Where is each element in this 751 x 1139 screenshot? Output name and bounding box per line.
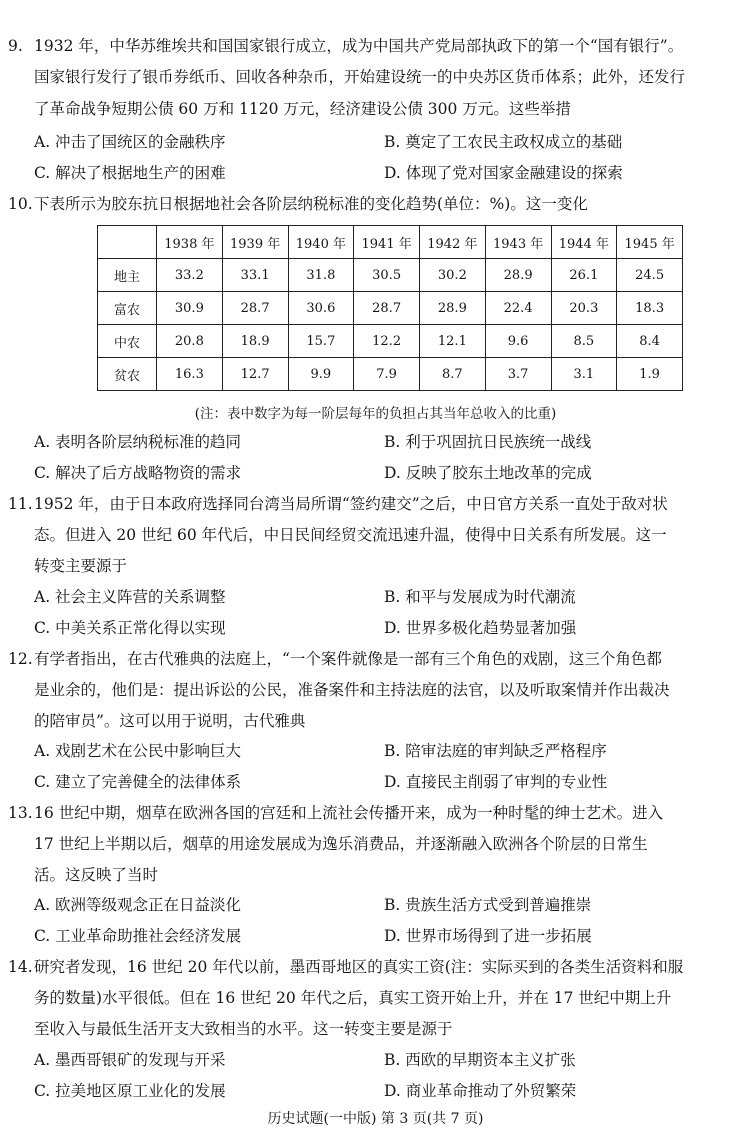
year-header: 1945 年 (617, 226, 683, 259)
question-stem-line: 至收入与最低生活开支大致相当的水平。这一转变主要是源于 (34, 1020, 453, 1038)
option-a: A. 表明各阶层纳税标准的趋同 (34, 433, 242, 451)
table-cell: 33.1 (222, 259, 288, 292)
year-header: 1938 年 (157, 226, 223, 259)
option-b: B. 陪审法庭的审判缺乏严格程序 (384, 742, 607, 760)
table-header-row (98, 226, 683, 259)
table-cell: 18.3 (617, 292, 683, 325)
question-number: 13. (8, 804, 33, 822)
table-cell: 30.9 (157, 292, 223, 325)
row-label: 贫农 (98, 358, 157, 391)
year-header: 1943 年 (485, 226, 551, 259)
row-label: 地主 (98, 259, 157, 292)
option-a: A. 戏剧艺术在公民中影响巨大 (34, 742, 242, 760)
question-number: 10. (8, 195, 33, 213)
table-cell: 9.6 (485, 325, 551, 358)
table-cell: 22.4 (485, 292, 551, 325)
question-stem-line: 有学者指出，在古代雅典的法庭上，“一个案件就像是一部有三个角色的戏剧，这三个角色都 (34, 650, 662, 668)
question-stem-line: 了革命战争短期公债 60 万和 1120 万元，经济建设公债 300 万元。这些举措 (34, 100, 571, 118)
row-label: 富农 (98, 292, 157, 325)
question-stem-line: 转变主要源于 (34, 557, 128, 575)
question-stem-line: 研究者发现，16 世纪 20 年代以前，墨西哥地区的真实工资(注：实际买到的各类生活资料和服 (34, 958, 684, 976)
year-header: 1944 年 (551, 226, 617, 259)
table-cell: 31.8 (288, 259, 354, 292)
table-cell: 9.9 (288, 358, 354, 391)
table-note: (注：表中数字为每一阶层每年的负担占其当年总收入的比重) (194, 406, 557, 422)
table-cell: 28.9 (485, 259, 551, 292)
question-stem-line: 国家银行发行了银币券纸币、回收各种杂币，开始建设统一的中央苏区货币体系；此外，还发行 (34, 68, 686, 86)
table-cell: 15.7 (288, 325, 354, 358)
table-cell: 7.9 (354, 358, 420, 391)
table-row (98, 292, 683, 325)
year-header: 1941 年 (354, 226, 420, 259)
table-cell: 12.7 (222, 358, 288, 391)
table-cell: 18.9 (222, 325, 288, 358)
option-d: D. 商业革命推动了外贸繁荣 (384, 1082, 577, 1100)
option-b: B. 利于巩固抗日民族统一战线 (384, 433, 592, 451)
option-c: C. 工业革命助推社会经济发展 (34, 927, 242, 945)
option-b: B. 奠定了工农民主政权成立的基础 (384, 133, 623, 151)
table-cell: 8.5 (551, 325, 617, 358)
option-d: D. 体现了党对国家金融建设的探索 (384, 164, 623, 182)
table-cell: 1.9 (617, 358, 683, 391)
table-cell: 8.4 (617, 325, 683, 358)
year-header: 1940 年 (288, 226, 354, 259)
table-row (98, 358, 683, 391)
table-cell: 30.6 (288, 292, 354, 325)
option-c: C. 解决了后方战略物资的需求 (34, 464, 242, 482)
year-header: 1942 年 (420, 226, 486, 259)
question-stem-line: 1952 年，由于日本政府选择同台湾当局所谓“签约建交”之后，中日官方关系一直处于敌对状 (34, 495, 668, 513)
table-cell: 3.1 (551, 358, 617, 391)
option-c: C. 建立了完善健全的法律体系 (34, 773, 242, 791)
table-cell: 28.7 (222, 292, 288, 325)
option-c: C. 中美关系正常化得以实现 (34, 619, 226, 637)
question-stem-line: 是业余的，他们是：提出诉讼的公民，准备案件和主持法庭的法官，以及听取案情并作出裁决 (34, 681, 670, 699)
table-cell: 20.3 (551, 292, 617, 325)
question-number: 12. (8, 650, 33, 668)
option-a: A. 墨西哥银矿的发现与开采 (34, 1051, 226, 1069)
option-d: D. 世界多极化趋势显著加强 (384, 619, 577, 637)
table-row (98, 325, 683, 358)
option-a: A. 社会主义阵营的关系调整 (34, 588, 226, 606)
question-stem-line: 活。这反映了当时 (34, 866, 159, 884)
option-c: C. 解决了根据地生产的困难 (34, 164, 226, 182)
option-d: D. 反映了胶东土地改革的完成 (384, 464, 592, 482)
table-cell: 30.2 (420, 259, 486, 292)
question-stem-line: 1932 年，中华苏维埃共和国国家银行成立，成为中国共产党局部执政下的第一个“国有银行”。 (34, 37, 684, 55)
question-stem-line: 下表所示为胶东抗日根据地社会各阶层纳税标准的变化趋势(单位：%)。这一变化 (34, 195, 588, 213)
question-number: 11. (8, 495, 33, 513)
table-cell: 8.7 (420, 358, 486, 391)
row-label: 中农 (98, 325, 157, 358)
tax-rate-table (97, 225, 683, 391)
option-b: B. 贵族生活方式受到普遍推崇 (384, 896, 592, 914)
option-b: B. 和平与发展成为时代潮流 (384, 588, 576, 606)
table-corner-cell (98, 226, 157, 259)
year-header: 1939 年 (222, 226, 288, 259)
option-a: A. 冲击了国统区的金融秩序 (34, 133, 226, 151)
table-cell: 3.7 (485, 358, 551, 391)
option-a: A. 欧洲等级观念正在日益淡化 (34, 896, 242, 914)
option-d: D. 直接民主削弱了审判的专业性 (384, 773, 608, 791)
question-stem-line: 17 世纪上半期以后，烟草的用途发展成为逸乐消费品，并逐渐融入欧洲各个阶层的日常生 (34, 835, 648, 853)
option-b: B. 西欧的早期资本主义扩张 (384, 1051, 576, 1069)
page-footer: 历史试题(一中版) 第 3 页(共 7 页) (267, 1111, 484, 1127)
question-stem-line: 的陪审员”。这可以用于说明，古代雅典 (34, 712, 306, 730)
table-cell: 28.9 (420, 292, 486, 325)
table-cell: 26.1 (551, 259, 617, 292)
table-cell: 20.8 (157, 325, 223, 358)
question-stem-line: 态。但进入 20 世纪 60 年代后，中日民间经贸交流迅速升温，使得中日关系有所发展。这一 (34, 526, 667, 544)
option-c: C. 拉美地区原工业化的发展 (34, 1082, 226, 1100)
table-row (98, 259, 683, 292)
question-stem-line: 16 世纪中期，烟草在欧洲各国的宫廷和上流社会传播开来，成为一种时髦的绅士艺术。进入 (34, 804, 664, 822)
table-cell: 12.2 (354, 325, 420, 358)
table-cell: 12.1 (420, 325, 486, 358)
question-number: 9. (8, 37, 23, 55)
table-cell: 28.7 (354, 292, 420, 325)
table-cell: 16.3 (157, 358, 223, 391)
question-number: 14. (8, 958, 33, 976)
option-d: D. 世界市场得到了进一步拓展 (384, 927, 592, 945)
table-cell: 33.2 (157, 259, 223, 292)
table-cell: 30.5 (354, 259, 420, 292)
question-stem-line: 务的数量)水平很低。但在 16 世纪 20 年代之后，真实工资开始上升，并在 17 世纪中期上升 (34, 989, 672, 1007)
table-cell: 24.5 (617, 259, 683, 292)
